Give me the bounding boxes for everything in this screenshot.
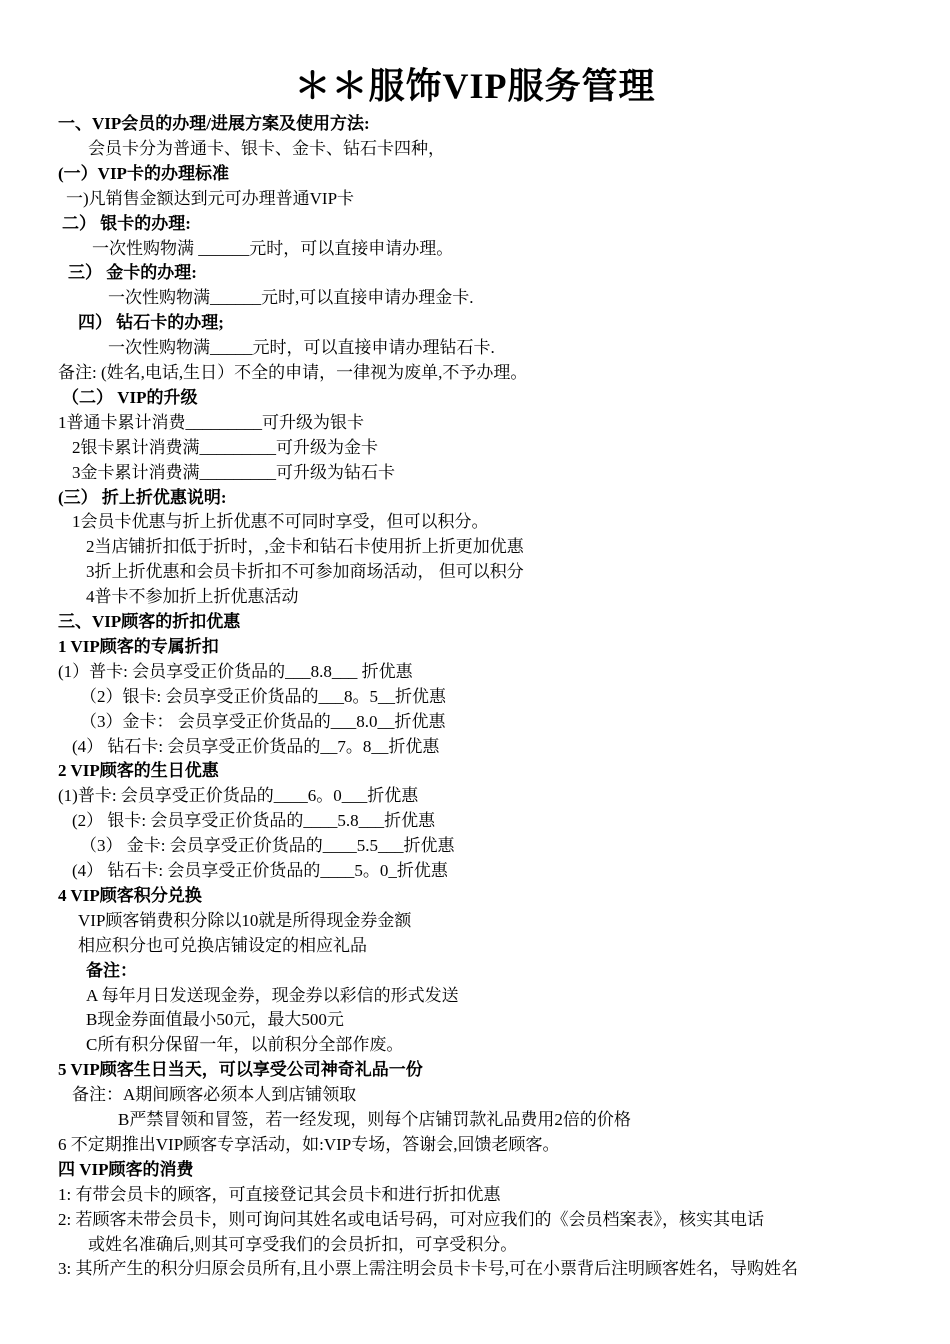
paragraph-line: 一)凡销售金额达到元可办理普通VIP卡 (66, 188, 355, 208)
paragraph-line: C所有积分保留一年，以前积分全部作废。 (86, 1035, 404, 1055)
paragraph-line: (2） 银卡: 会员享受正价货品的____5.8___折优惠 (72, 811, 436, 831)
paragraph-line: 3金卡累计消费满_________可升级为钻石卡 (72, 462, 395, 482)
paragraph-line: （3）金卡： 会员享受正价货品的___8.0__折优惠 (80, 711, 446, 731)
paragraph-line: 6 不定期推出VIP顾客专享活动，如:VIP专场，答谢会,回馈老顾客。 (58, 1134, 560, 1154)
paragraph-line: 备注：A期间顾客必须本人到店铺领取 (72, 1085, 357, 1105)
paragraph-line: 一次性购物满_____元时，可以直接申请办理钻石卡. (108, 338, 495, 358)
section-heading: (三） 折上折优惠说明: (58, 487, 227, 507)
paragraph-line: 2银卡累计消费满_________可升级为金卡 (72, 437, 378, 457)
paragraph-line: B严禁冒领和冒签，若一经发现，则每个店铺罚款礼品费用2倍的价格 (118, 1110, 631, 1129)
section-heading: 三、VIP顾客的折扣优惠 (58, 612, 241, 631)
paragraph-line: (1）普卡: 会员享受正价货品的___8.8___ 折优惠 (58, 661, 413, 681)
paragraph-line: 4普卡不参加折上折优惠活动 (86, 587, 299, 607)
paragraph-line: 一次性购物满 ______元时，可以直接申请办理。 (92, 238, 454, 258)
paragraph-line: 3折上折优惠和会员卡折扣不可参加商场活动， 但可以积分 (86, 562, 524, 582)
paragraph-line: 会员卡分为普通卡、银卡、金卡、钻石卡四种， (88, 138, 445, 158)
paragraph-line: 一次性购物满______元时,可以直接申请办理金卡. (108, 288, 474, 308)
document-title: ＊＊服饰VIP服务管理 (294, 66, 656, 106)
paragraph-line: 备注: (姓名,电话,生日）不全的申请，一律视为废单,不予办理。 (58, 363, 528, 382)
paragraph-line: （3） 金卡: 会员享受正价货品的____5.5___折优惠 (80, 836, 455, 856)
section-heading: 2 VIP顾客的生日优惠 (58, 761, 219, 781)
section-heading: (一）VIP卡的办理标准 (58, 163, 229, 183)
section-heading: 4 VIP顾客积分兑换 (58, 885, 202, 905)
paragraph-line: 相应积分也可兑换店铺设定的相应礼品 (78, 935, 367, 955)
section-heading: 二） 银卡的办理: (62, 213, 191, 233)
section-heading: 四） 钻石卡的办理; (78, 313, 224, 333)
section-heading: 一、VIP会员的办理/进展方案及使用方法: (58, 114, 370, 133)
section-heading: 1 VIP顾客的专属折扣 (58, 636, 219, 656)
paragraph-line: 或姓名准确后,则其可享受我们的会员折扣，可享受积分。 (88, 1234, 518, 1254)
section-heading: 四 VIP顾客的消费 (58, 1159, 194, 1179)
paragraph-line: 2: 若顾客未带会员卡，则可询问其姓名或电话号码，可对应我们的《会员档案表》，核实其电话 (58, 1209, 764, 1229)
paragraph-line: VIP顾客销费积分除以10就是所得现金券金额 (78, 910, 412, 930)
paragraph-line: 2当店铺折扣低于折时，,金卡和钻石卡使用折上折更加优惠 (86, 537, 524, 557)
section-heading: 备注： (86, 960, 137, 980)
paragraph-line: 3: 其所产生的积分归原会员所有,且小票上需注明会员卡卡号,可在小票背后注明顾客姓名，导购姓名 (58, 1259, 798, 1279)
paragraph-line: （2）银卡: 会员享受正价货品的___8。5__折优惠 (80, 686, 446, 706)
paragraph-line: B现金券面值最小50元，最大500元 (86, 1010, 344, 1030)
paragraph-line: (1)普卡: 会员享受正价货品的____6。0___折优惠 (58, 786, 419, 806)
paragraph-line: 1普通卡累计消费_________可升级为银卡 (58, 412, 364, 432)
paragraph-line: (4） 钻石卡: 会员享受正价货品的__7。8__折优惠 (72, 736, 440, 756)
section-heading: 三） 金卡的办理: (68, 263, 197, 283)
paragraph-line: (4） 钻石卡: 会员享受正价货品的____5。0_折优惠 (72, 861, 448, 880)
section-heading: 5 VIP顾客生日当天，可以享受公司神奇礼品一份 (58, 1060, 423, 1080)
paragraph-line: 1会员卡优惠与折上折优惠不可同时享受，但可以积分。 (72, 512, 489, 532)
paragraph-line: A 每年月日发送现金券，现金券以彩信的形式发送 (86, 985, 459, 1005)
paragraph-line: 1: 有带会员卡的顾客，可直接登记其会员卡和进行折扣优惠 (58, 1184, 501, 1204)
section-heading: （二） VIP的升级 (62, 387, 198, 407)
